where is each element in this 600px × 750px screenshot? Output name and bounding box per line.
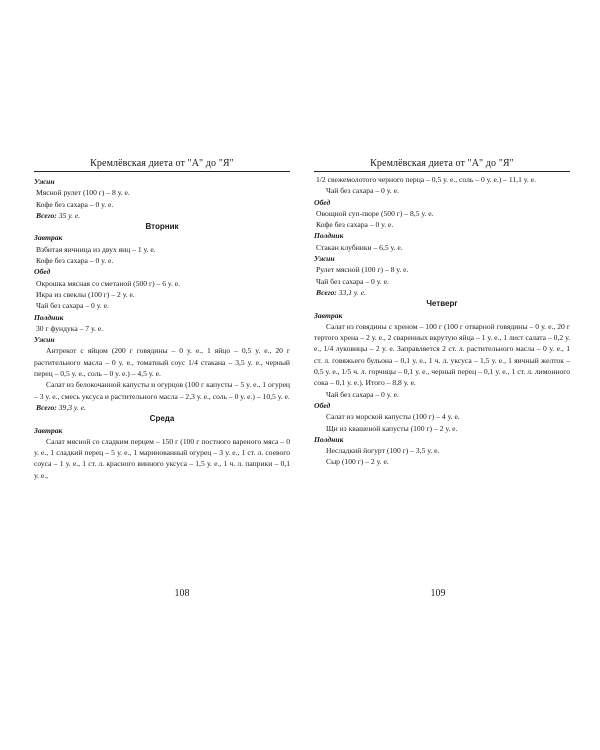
day-heading: Вторник <box>145 222 179 232</box>
right-page <box>314 158 570 468</box>
meal-heading: Полдник <box>314 434 344 444</box>
day-total <box>34 402 290 413</box>
meal-heading: Полдник <box>314 231 344 241</box>
total-label: Всего: <box>316 287 337 297</box>
menu-item: Чай без сахара – 0 у. е. <box>326 389 399 399</box>
menu-item: Сыр (100 г) – 2 у. е. <box>326 457 389 467</box>
meal-heading: Ужин <box>314 254 335 264</box>
meal-heading: Завтрак <box>34 233 63 243</box>
page-content <box>34 172 290 481</box>
recipe-paragraph: Салат мясной со сладким перцем – 150 г (100 г постного вареного мяса – 0 у. е., 1 сладкий перец – 5 у. е., 1 маринованный огурец – 3 у. е., 1 ст. л. соевого соуса – 1 у. е., 1 ст. л. красного винного уксуса – 1,5 у. е., 1 ч. л. паприки – 0,1 у. е., <box>34 436 290 480</box>
total-value: 35 у. е. <box>56 210 81 220</box>
recipe-paragraph: 1/2 свежемолотого черного перца – 0,5 у. е., соль – 0 у. е.) – 11,1 у. е. <box>316 175 536 184</box>
left-page <box>34 158 290 481</box>
day-total <box>314 287 570 298</box>
page-content <box>314 172 570 468</box>
menu-item: Кофе без сахара – 0 у. е. <box>36 199 114 209</box>
menu-item: Окрошка мясная со сметаной (500 г) – 6 у. е. <box>36 278 181 288</box>
meal-heading: Обед <box>314 197 331 207</box>
menu-item: Взбитая яичница из двух яиц – 1 у. е. <box>36 244 156 254</box>
recipe-paragraph: Салат из белокочанной капусты и огурцов (100 г капусты – 5 у. е., 1 огурец – 3 у. е., смесь уксуса и растительного масла – 2,3 у. е., соль – 0 у. е.) – 10,5 у. е. <box>34 380 290 401</box>
menu-item: Мясной рулет (100 г) – 8 у. е. <box>36 188 130 198</box>
recipe-paragraph: Антрекот с яйцом (200 г говядины – 0 у. е., 1 яйцо – 0,5 у. е., 20 г растительного масла – 0 у. е., томатный соус 1/4 стакана – 3,5 у. е., черный перец – 0,5 у. е., соль – 0 у. е.) – 4,5 у. е. <box>34 346 290 379</box>
menu-item: Икра из свеклы (100 г) – 2 у. е. <box>36 289 135 299</box>
meal-heading: Завтрак <box>314 310 343 320</box>
meal-heading: Обед <box>34 267 51 277</box>
meal-heading: Завтрак <box>34 425 63 435</box>
running-header: Кремлёвская диета от "А" до "Я" <box>34 158 290 172</box>
menu-item: Несладкий йогурт (100 г) – 3,5 у. е. <box>326 446 440 456</box>
total-label: Всего: <box>36 402 57 412</box>
total-label: Всего: <box>36 210 57 220</box>
recipe-paragraph: Салат из говядины с хреном – 100 г (100 г отварной говядины – 0 у. е., 20 г тертого хрена – 2 у. е., 2 сваренных вкрутую яйца – 1 у. е., 1 лист салата – 0,2 у. е., 1/4 луковицы – 2 у. е. Заправляется 2 ст. л. растительного масла – 0 у. е., 1 ст. л. говяжьего бульона – 0,1 у. е., 1 ч. л. уксуса – 1,5 у. е., 1 яичный желток – 0,5 у. е., 1/5 ч. л. горчицы – 0,1 у. е., черный перец – 0,1 у. е., 1 ст. л. лимонного сока – 0,1 у. е.). Итого – 8,8 у. е. <box>314 321 570 388</box>
menu-item: Овощной суп-пюре (500 г) – 8,5 у. е. <box>316 208 434 218</box>
menu-item: Салат из морской капусты (100 г) – 4 у. е. <box>326 412 460 422</box>
day-heading: Четверг <box>426 299 458 309</box>
day-heading: Среда <box>149 414 175 424</box>
menu-item: 30 г фундука – 7 у. е. <box>36 323 104 333</box>
meal-heading: Полдник <box>34 312 64 322</box>
menu-item: Чай без сахара – 0 у. е. <box>36 301 109 311</box>
meal-heading: Ужин <box>34 177 55 186</box>
page-number: 108 <box>174 588 190 599</box>
menu-item: Чай без сахара – 0 у. е. <box>326 186 399 196</box>
running-header: Кремлёвская диета от "А" до "Я" <box>314 158 570 172</box>
total-value: 33,1 у. е. <box>336 287 366 297</box>
menu-item: Рулет мясной (100 г) – 8 у. е. <box>316 265 409 275</box>
meal-heading: Обед <box>314 400 331 410</box>
menu-item: Кофе без сахара – 0 у. е. <box>316 220 394 230</box>
day-total <box>34 210 290 221</box>
total-value: 39,3 у. е. <box>56 402 86 412</box>
page-number: 109 <box>430 588 446 599</box>
menu-item: Щи из квашеной капусты (100 г) – 2 у. е. <box>326 423 458 433</box>
menu-item: Стакан клубники – 6,5 у. е. <box>316 242 403 252</box>
menu-item: Чай без сахара – 0 у. е. <box>316 276 389 286</box>
meal-heading: Ужин <box>34 335 55 345</box>
menu-item: Кофе без сахара – 0 у. е. <box>36 256 114 266</box>
